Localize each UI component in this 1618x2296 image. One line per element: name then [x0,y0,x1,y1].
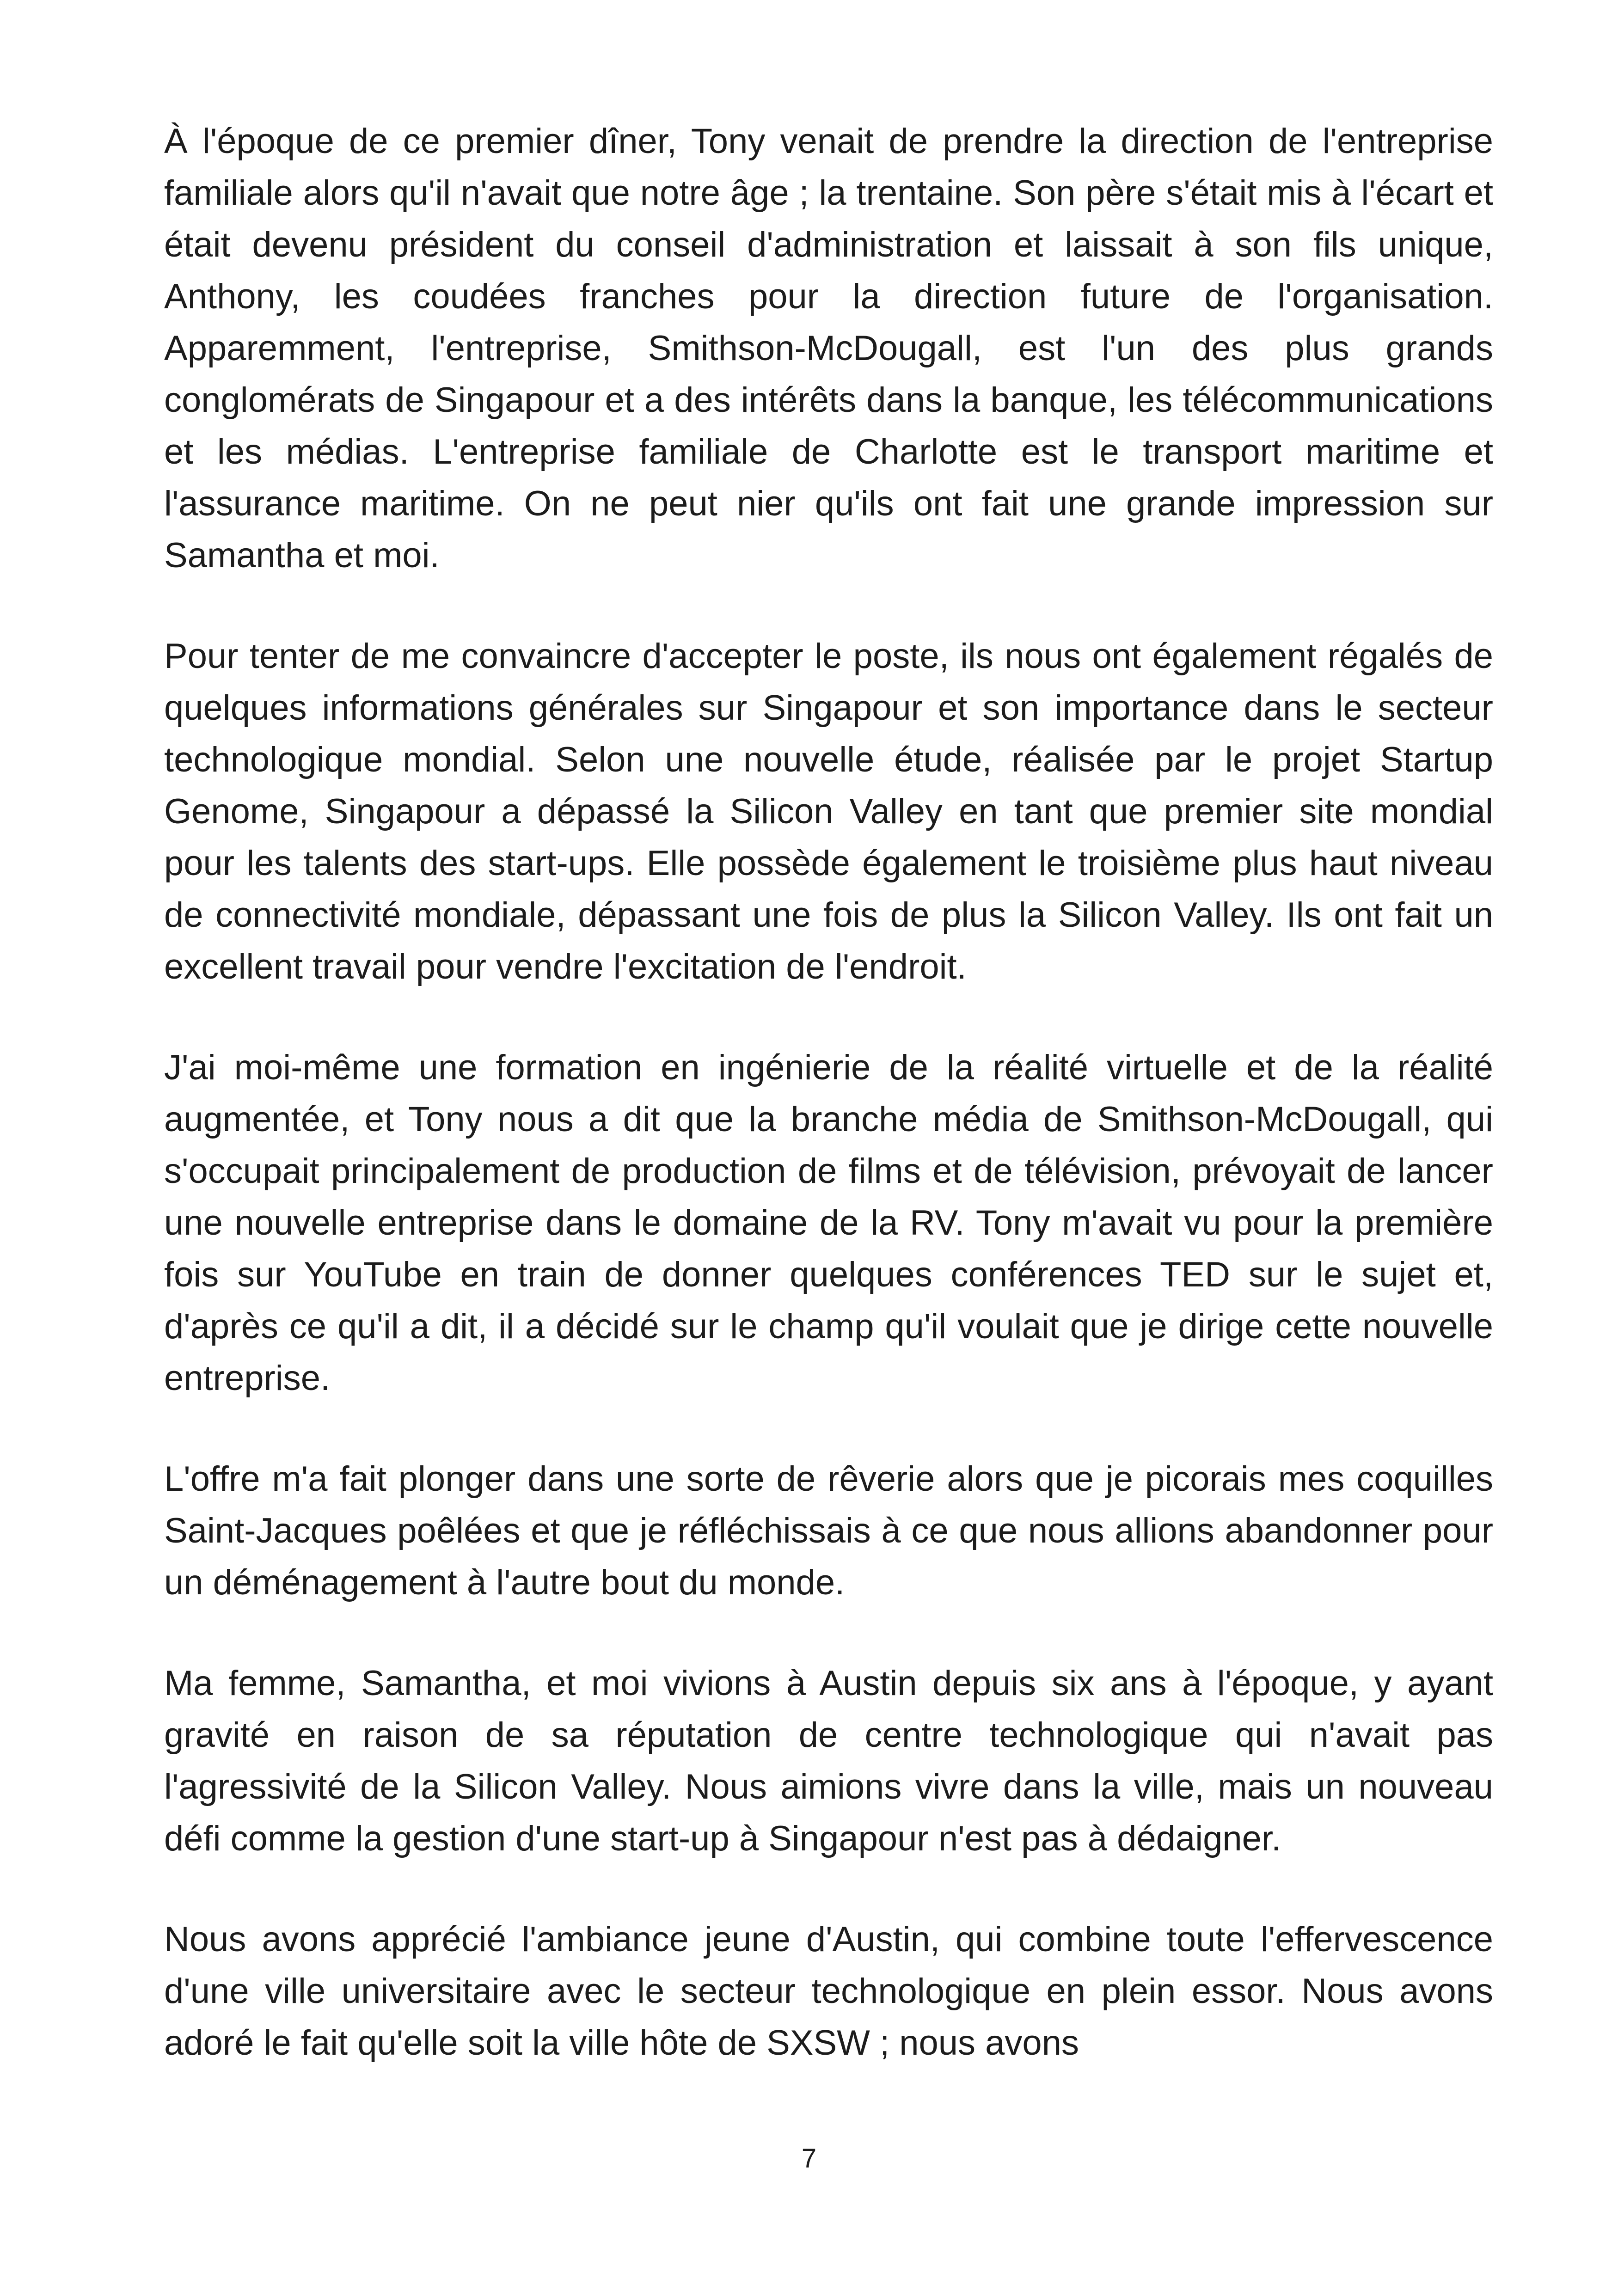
body-text [164,116,1493,2069]
paragraph-4: L'offre m'a fait plonger dans une sorte de rêverie alors que je picorais mes coquilles Saint-Jacques poêlées et que je réfléchissais à ce que nous allions abandonner pour un déménagement à l'autre bout du monde. [164,1459,1493,1602]
paragraph-1: À l'époque de ce premier dîner, Tony venait de prendre la direction de l'entreprise familiale alors qu'il n'avait que notre âge ; la trentaine. Son père s'était mis à l'écart et était devenu président du conseil d'administration et laissait à son fils unique, Anthony, les coudées franches pour la direction future de l'organisation. Apparemment, l'entreprise, Smithson-McDougall, est l'un des plus grands conglomérats de Singapour et a des intérêts dans la banque, les télécommunications et les médias. L'entreprise familiale de Charlotte est le transport maritime et l'assurance maritime. On ne peut nier qu'ils ont fait une grande impression sur Samantha et moi. [164,122,1493,575]
paragraph-5: Ma femme, Samantha, et moi vivions à Austin depuis six ans à l'époque, y ayant gravité en raison de sa réputation de centre technologique qui n'avait pas l'agressivité de la Silicon Valley. Nous aimions vivre dans la ville, mais un nouveau défi comme la gestion d'une start-up à Singapour n'est pas à dédaigner. [164,1664,1493,1858]
page-number: 7 [801,2143,817,2174]
paragraph-2: Pour tenter de me convaincre d'accepter le poste, ils nous ont également régalés de quelques informations générales sur Singapour et son importance dans le secteur technologique mondial. Selon une nouvelle étude, réalisée par le projet Startup Genome, Singapour a dépassé la Silicon Valley en tant que premier site mondial pour les talents des start-ups. Elle possède également le troisième plus haut niveau de connectivité mondiale, dépassant une fois de plus la Silicon Valley. Ils ont fait un excellent travail pour vendre l'excitation de l'endroit. [164,637,1493,986]
paragraph-3: J'ai moi-même une formation en ingénierie de la réalité virtuelle et de la réalité augmentée, et Tony nous a dit que la branche média de Smithson-McDougall, qui s'occupait principalement de production de films et de télévision, prévoyait de lancer une nouvelle entreprise dans le domaine de la RV. Tony m'avait vu pour la première fois sur YouTube en train de donner quelques conférences TED sur le sujet et, d'après ce qu'il a dit, il a décidé sur le champ qu'il voulait que je dirige cette nouvelle entreprise. [164,1048,1493,1398]
paragraph-6: Nous avons apprécié l'ambiance jeune d'Austin, qui combine toute l'effervescence d'une ville universitaire avec le secteur technologique en plein essor. Nous avons adoré le fait qu'elle soit la ville hôte de SXSW ; nous avons [164,1920,1493,2063]
